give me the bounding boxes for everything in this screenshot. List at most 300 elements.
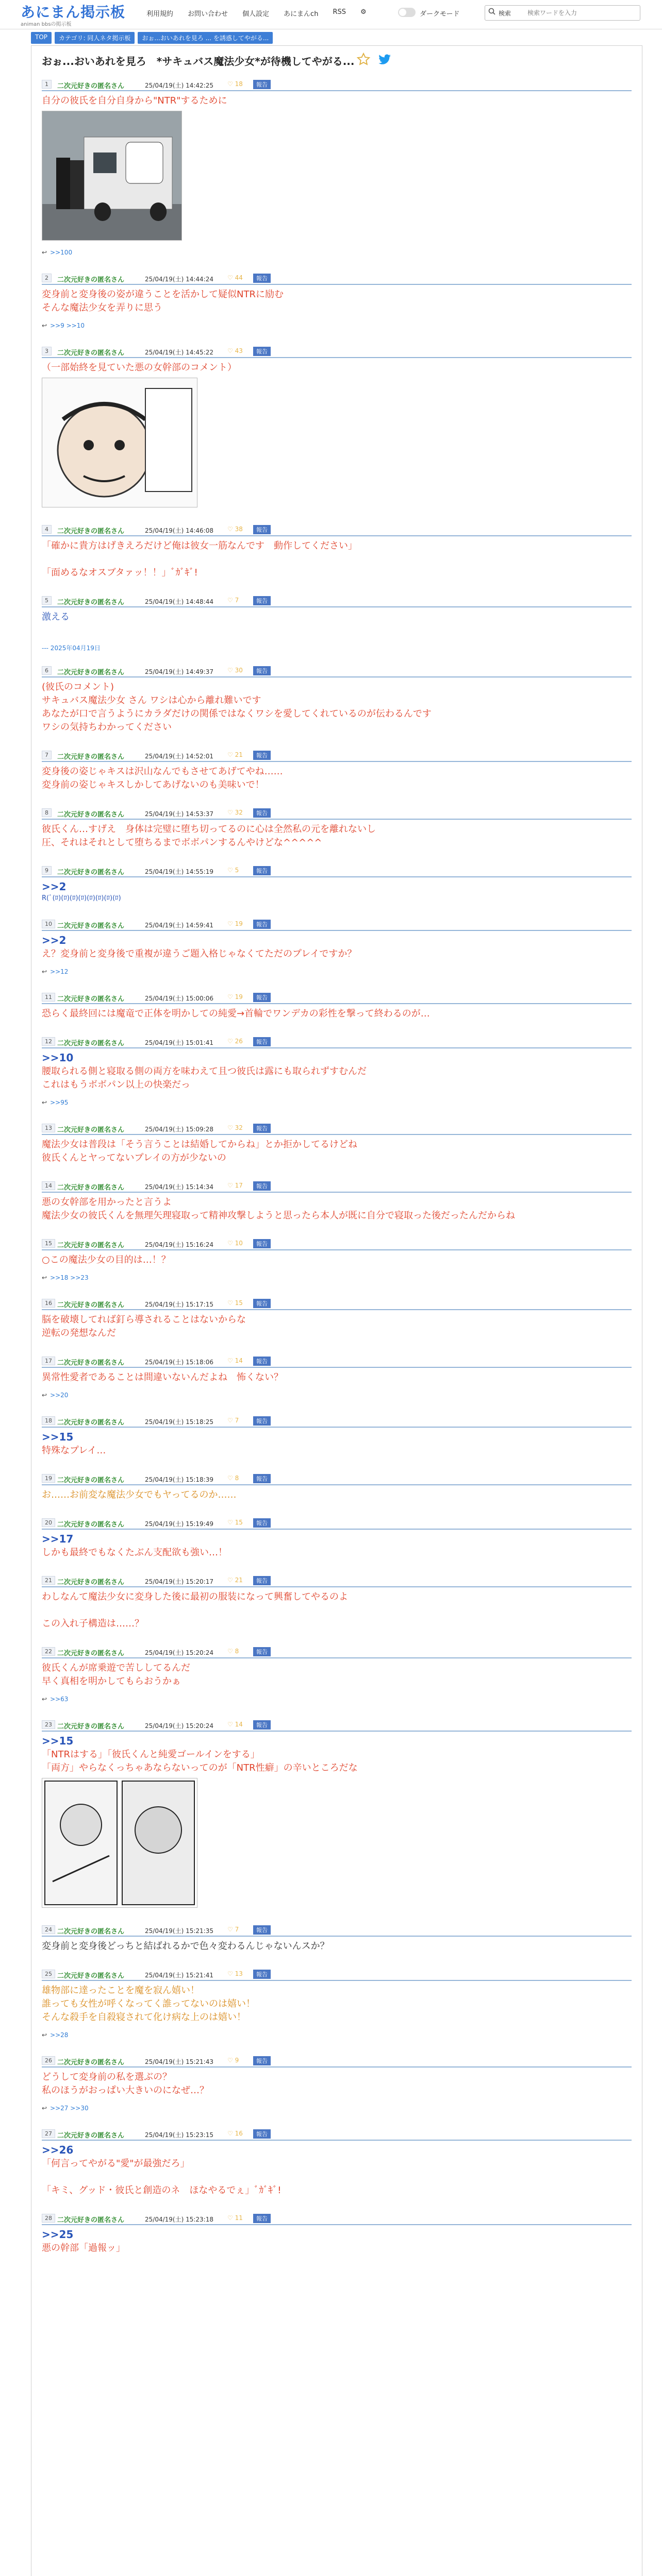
post [42, 2128, 632, 2206]
post-header [42, 2128, 632, 2140]
post-number[interactable]: 2 [42, 274, 52, 282]
post-date: 25/04/19(土) 15:18:39 [145, 1476, 213, 1483]
post-divider [42, 1980, 632, 1981]
thread-title: おぉ...おいあれを見ろ *サキュバス魔法少女*が待機してやがる... [42, 55, 355, 67]
reply-links [42, 968, 68, 975]
post-header [42, 1719, 632, 1731]
poster-name: 二次元好きの匿名さん [57, 1579, 125, 1586]
reply-links [42, 322, 85, 329]
post-number[interactable]: 20 [42, 1518, 55, 1527]
post-header [42, 273, 632, 284]
post-date: 25/04/19(土) 14:46:08 [145, 527, 213, 534]
post-divider [42, 1427, 632, 1428]
reply-link[interactable]: >>100 [50, 249, 73, 256]
post-body: しかも最終でもなくたぶん支配欲も強い…！ [42, 1547, 227, 1558]
post-header [42, 992, 632, 1003]
post-header [42, 1298, 632, 1309]
post [42, 750, 632, 800]
search-box [485, 5, 640, 21]
poster-name: 二次元好きの匿名さん [57, 753, 125, 761]
report-button[interactable]: 報告 [253, 751, 271, 760]
post-header [42, 665, 632, 676]
report-button[interactable]: 報告 [253, 1647, 271, 1656]
nav-terms[interactable]: 利用規約 [146, 10, 174, 18]
report-button[interactable]: 報告 [253, 2129, 271, 2139]
poster-name: 二次元好きの匿名さん [57, 349, 125, 357]
report-button[interactable]: 報告 [253, 347, 271, 356]
poster-name: 二次元好きの匿名さん [57, 995, 125, 1003]
post-divider [42, 1731, 632, 1732]
post-date: 25/04/19(土) 14:48:44 [145, 598, 213, 605]
report-button[interactable]: 報告 [253, 1416, 271, 1426]
post-body: (彼氏のコメント) サキュバス魔法少女 さん ワシは心から離れ難いです あなたが口で言うようにカラダだけの関係ではなくワシを愛してくれているのが伝わるんです ワシの気持ちわかってください [42, 682, 432, 733]
reply-icon: ↩ [42, 249, 47, 256]
like-count[interactable]: ♡ 7 [227, 1417, 239, 1424]
report-button[interactable]: 報告 [253, 2056, 271, 2065]
post-divider [42, 1936, 632, 1937]
post-divider [42, 1309, 632, 1310]
post-divider [42, 1003, 632, 1004]
post-number[interactable]: 24 [42, 1925, 55, 1934]
reply-links [42, 1392, 68, 1399]
post-body: 変身前と変身後どっちと結ばれるかで色々変わるんじゃないんスか？ [42, 1941, 329, 1952]
post-body: R(ﾞ(ﾛ)(ﾛ)(ﾛ)(ﾛ)(ﾛ)(ﾛ)(ﾛ)(ﾛ) [42, 894, 121, 902]
post-header [42, 524, 632, 535]
post-number[interactable]: 21 [42, 1576, 55, 1585]
reply-anchor[interactable]: >>15 [42, 1735, 74, 1747]
post [42, 1036, 632, 1115]
post-header [42, 919, 632, 930]
post-number[interactable]: 3 [42, 347, 52, 355]
post-number[interactable]: 18 [42, 1416, 55, 1425]
post-date: 25/04/19(土) 15:14:34 [145, 1183, 213, 1191]
post-header [42, 2055, 632, 2066]
reply-anchor[interactable]: >>26 [42, 2144, 74, 2156]
post-image[interactable] [42, 378, 197, 507]
report-button[interactable]: 報告 [253, 993, 271, 1002]
poster-name: 二次元好きの匿名さん [57, 2059, 125, 2066]
report-button[interactable]: 報告 [253, 1518, 271, 1528]
post [42, 1719, 632, 1917]
post-number[interactable]: 22 [42, 1647, 55, 1656]
post-image[interactable] [42, 111, 182, 241]
post [42, 1123, 632, 1173]
post-number[interactable]: 28 [42, 2214, 55, 2223]
reply-icon: ↩ [42, 1274, 47, 1281]
like-count[interactable]: ♡ 13 [227, 1970, 243, 1977]
reply-icon: ↩ [42, 968, 47, 975]
star-icon[interactable] [356, 52, 371, 66]
post-number[interactable]: 15 [42, 1239, 55, 1248]
post-number[interactable]: 8 [42, 808, 52, 817]
post-body: 「確かに貴方はげきえろだけど俺は彼女一筋なんです 動作してください」 「面めるなオスブタァッ！！」ﾞｶﾞｷﾞ! [42, 540, 357, 578]
poster-name: 二次元好きの匿名さん [57, 1650, 125, 1657]
post [42, 865, 632, 911]
like-count[interactable]: ♡ 14 [227, 1721, 243, 1728]
breadcrumb-thread[interactable]: おぉ...おいあれを見ろ ... を誘惑してやがる... [138, 32, 273, 44]
post-number[interactable]: 14 [42, 1181, 55, 1190]
post-divider [42, 2224, 632, 2225]
post-date: 25/04/19(土) 15:20:24 [145, 1722, 213, 1730]
logo-subtext: animan bbsの掲示板 [21, 22, 72, 27]
post-divider [42, 1047, 632, 1048]
post-date: 25/04/19(土) 15:21:41 [145, 1972, 213, 1979]
post-number[interactable]: 26 [42, 2056, 55, 2065]
dark-mode-toggle[interactable] [398, 8, 416, 17]
poster-name: 二次元好きの匿名さん [57, 2216, 125, 2224]
like-count[interactable]: ♡ 14 [227, 1357, 243, 1364]
post-header [42, 1355, 632, 1367]
like-count[interactable]: ♡ 11 [227, 2214, 243, 2222]
reply-anchor[interactable]: >>2 [42, 934, 67, 946]
reply-anchor[interactable]: >>25 [42, 2228, 74, 2241]
post-body: 魔法少女は普段は「そう言うことは結婚してからね」とか拒かしてるけどね 彼氏くんとヤってないプレイの方が少ないの [42, 1139, 357, 1163]
post-date: 25/04/19(土) 14:59:41 [145, 922, 213, 929]
poster-name: 二次元好きの匿名さん [57, 1359, 125, 1367]
reply-links [42, 1099, 68, 1106]
post-header [42, 79, 632, 90]
like-count[interactable]: ♡ 26 [227, 1038, 243, 1045]
poster-name: 二次元好きの匿名さん [57, 1723, 125, 1731]
reply-link[interactable]: >>12 [50, 968, 69, 975]
breadcrumb-top[interactable]: TOP [31, 32, 52, 44]
post-date: 25/04/19(土) 14:53:37 [145, 810, 213, 818]
post-date: 25/04/19(土) 15:20:24 [145, 1649, 213, 1656]
post-header [42, 1575, 632, 1586]
poster-name: 二次元好きの匿名さん [57, 1184, 125, 1192]
breadcrumb-category[interactable]: カテゴリ: 同人ネタ掲示板 [55, 32, 135, 44]
like-count[interactable]: ♡ 8 [227, 1648, 239, 1655]
like-count[interactable]: ♡ 19 [227, 993, 243, 1001]
post-body: 悪の女幹部を用かったと言うよ 魔法少女の彼氏くんを無理矢理寝取って精神攻撃しようと思ったら本人が既に自分で寝取った後だったんだからね [42, 1197, 515, 1221]
post-number[interactable]: 16 [42, 1299, 55, 1308]
post-body: 彼氏くん…すげえ 身体は完璧に堕ち切ってるのに心は全然私の元を離れないし 圧、それはそれとして堕ちるまでボボパンするんやけどな^^^^^ [42, 824, 376, 848]
report-button[interactable]: 報告 [253, 1925, 271, 1935]
post-number[interactable]: 25 [42, 1970, 55, 1978]
report-button[interactable]: 報告 [253, 274, 271, 283]
reply-anchor[interactable]: >>17 [42, 1533, 74, 1545]
post-date: 25/04/19(土) 15:19:49 [145, 1520, 213, 1528]
poster-name: 二次元好きの匿名さん [57, 1477, 125, 1484]
bird-icon[interactable] [377, 52, 392, 66]
post-number[interactable]: 23 [42, 1720, 55, 1729]
post-header [42, 1646, 632, 1657]
post-divider [42, 1367, 632, 1368]
like-count[interactable]: ♡ 10 [227, 1240, 243, 1247]
post-number[interactable]: 19 [42, 1474, 55, 1483]
post-body: 変身後の姿じゃキスは沢山なんでもさせてあげてやね…… 変身前の姿じゃキスしかしてあげないのも美味いで！ [42, 766, 283, 790]
report-button[interactable]: 報告 [253, 1474, 271, 1483]
post-divider [42, 876, 632, 877]
post-number[interactable]: 12 [42, 1037, 55, 1046]
report-button[interactable]: 報告 [253, 525, 271, 534]
reply-link[interactable]: >>95 [50, 1099, 69, 1106]
post [42, 1646, 632, 1712]
post-divider [42, 1586, 632, 1587]
post-number[interactable]: 11 [42, 993, 55, 1002]
gear-icon[interactable]: ⚙ [360, 8, 367, 16]
reply-anchor[interactable]: >>15 [42, 1431, 74, 1443]
reply-icon: ↩ [42, 1099, 47, 1106]
header-nav [139, 8, 374, 18]
post-divider [42, 930, 632, 931]
post-body: 激える [42, 612, 70, 622]
poster-name: 二次元好きの匿名さん [57, 276, 125, 284]
post-body: 恐らく最終回には魔竜で正体を明かしての純愛→首輪でワンデカの彩性を撃って終わるのが… [42, 1008, 430, 1019]
like-count[interactable]: ♡ 15 [227, 1299, 243, 1307]
search-input[interactable] [526, 8, 637, 18]
post-header [42, 1924, 632, 1936]
post-header [42, 807, 632, 819]
post-number[interactable]: 6 [42, 666, 52, 675]
post-date: 25/04/19(土) 15:21:43 [145, 2058, 213, 2065]
post-date: 25/04/19(土) 15:16:24 [145, 1241, 213, 1248]
report-button[interactable]: 報告 [253, 1181, 271, 1191]
reply-links [42, 1274, 89, 1281]
poster-name: 二次元好きの匿名さん [57, 1972, 125, 1980]
site-logo[interactable] [21, 1, 125, 27]
reply-links [42, 2031, 68, 2039]
post-divider [42, 676, 632, 677]
post-divider [42, 1657, 632, 1658]
post-header [42, 1123, 632, 1134]
post-date: 25/04/19(土) 14:55:19 [145, 868, 213, 875]
post [42, 1355, 632, 1408]
post [42, 1180, 632, 1231]
post [42, 524, 632, 588]
reply-links [42, 1696, 68, 1703]
post-number[interactable]: 9 [42, 866, 52, 875]
post-header [42, 595, 632, 606]
post-body: 変身前と変身後の姿が違うことを活かして疑似NTRに励む そんな魔法少女を弄りに思う [42, 289, 284, 313]
post-body: どうして変身前の私を選ぶの？ 私のほうがおっぱい大きいのになぜ…？ [42, 2072, 209, 2096]
search-label: 検索 [499, 10, 511, 17]
post-date: 25/04/19(土) 14:52:01 [145, 753, 213, 760]
post-divider [42, 90, 632, 91]
post-number[interactable]: 13 [42, 1124, 55, 1132]
poster-name: 二次元好きの匿名さん [57, 2132, 125, 2140]
poster-name: 二次元好きの匿名さん [57, 1126, 125, 1134]
post [42, 79, 632, 265]
van-image [42, 111, 181, 240]
reply-link[interactable]: >>63 [50, 1696, 69, 1703]
reply-links [42, 249, 72, 256]
post-divider [42, 1484, 632, 1485]
manga-panel-image [42, 1778, 197, 1907]
post-date: 25/04/19(土) 15:21:35 [145, 1927, 213, 1935]
poster-name: 二次元好きの匿名さん [57, 1521, 125, 1529]
like-count[interactable]: ♡ 8 [227, 1475, 239, 1482]
reply-link[interactable]: >>28 [50, 2031, 69, 2039]
reply-icon: ↩ [42, 2105, 47, 2112]
post-number[interactable]: 17 [42, 1357, 55, 1365]
post-date: 25/04/19(土) 14:42:25 [145, 82, 213, 89]
post-divider [42, 2066, 632, 2067]
report-button[interactable]: 報告 [253, 1720, 271, 1730]
like-count[interactable]: ♡ 16 [227, 2130, 243, 2137]
post [42, 1238, 632, 1291]
poster-name: 二次元好きの匿名さん [57, 811, 125, 819]
like-count[interactable]: ♡ 32 [227, 809, 243, 816]
post-number[interactable]: 1 [42, 80, 52, 89]
reply-link[interactable]: >>27 >>30 [50, 2105, 89, 2112]
post-body: 特殊なプレイ… [42, 1445, 106, 1456]
post-body: 「NTRはする」「彼氏くんと純愛ゴールインをする」 「両方」やらなくっちゃあならないってのが「NTR性癖」の辛いところだな [42, 1749, 358, 1773]
post-body: ○この魔法少女の目的は…！？ [42, 1255, 171, 1265]
dark-mode-label: ダークモード [420, 10, 460, 18]
like-count[interactable]: ♡ 17 [227, 1182, 243, 1189]
date-separator: --- 2025年04月19日 [42, 645, 101, 652]
post-divider [42, 284, 632, 285]
logo-text: あにまん掲示板 [21, 4, 126, 21]
post-divider [42, 761, 632, 762]
report-button[interactable]: 報告 [253, 1239, 271, 1248]
like-count[interactable]: ♡ 43 [227, 347, 243, 354]
report-button[interactable]: 報告 [253, 596, 271, 605]
like-count[interactable]: ♡ 9 [227, 2057, 239, 2064]
post-divider [42, 819, 632, 820]
post-body: え？変身前と変身後で重複が違うご題入格じゃなくてただのプレイですか？ [42, 948, 357, 959]
post-date: 25/04/19(土) 15:09:28 [145, 1126, 213, 1133]
report-button[interactable]: 報告 [253, 808, 271, 818]
poster-name: 二次元好きの匿名さん [57, 1242, 125, 1249]
post-header [42, 1969, 632, 1980]
nav-animanch[interactable]: あにまんch [284, 10, 319, 18]
post-number[interactable]: 4 [42, 525, 52, 534]
report-button[interactable]: 報告 [253, 1299, 271, 1308]
reply-anchor[interactable]: >>2 [42, 880, 67, 893]
report-button[interactable]: 報告 [253, 1037, 271, 1046]
poster-name: 二次元好きの匿名さん [57, 528, 125, 535]
post-body: （一部始終を見ていた悪の女幹部のコメント） [42, 362, 237, 373]
reply-icon: ↩ [42, 1392, 47, 1399]
reply-icon: ↩ [42, 1696, 47, 1703]
post [42, 1969, 632, 2048]
post [42, 595, 632, 632]
reply-icon: ↩ [42, 322, 47, 329]
post-body: 自分の彼氏を自分自身から"NTR"するために [42, 95, 227, 106]
poster-name: 二次元好きの匿名さん [57, 599, 125, 606]
post-header [42, 1180, 632, 1192]
poster-name: 二次元好きの匿名さん [57, 869, 125, 876]
report-button[interactable]: 報告 [253, 80, 271, 89]
post-divider [42, 1192, 632, 1193]
report-button[interactable]: 報告 [253, 2214, 271, 2223]
post-header [42, 1517, 632, 1529]
like-count[interactable]: ♡ 38 [227, 526, 243, 533]
like-count[interactable]: ♡ 5 [227, 867, 239, 874]
post [42, 1517, 632, 1568]
reply-link[interactable]: >>20 [50, 1392, 69, 1399]
report-button[interactable]: 報告 [253, 666, 271, 675]
post [42, 273, 632, 338]
post-header [42, 2213, 632, 2224]
report-button[interactable]: 報告 [253, 1576, 271, 1585]
post-body: わしなんて魔法少女に変身した後に最初の服装になって興奮してやるのよ この入れ子構造は……？ [42, 1591, 348, 1629]
like-count[interactable]: ♡ 21 [227, 751, 243, 758]
like-count[interactable]: ♡ 7 [227, 597, 239, 604]
like-count[interactable]: ♡ 18 [227, 80, 243, 88]
post-number[interactable]: 10 [42, 920, 55, 928]
post [42, 807, 632, 858]
post-body: 異常性愛者であることは間違いないんだよね 怖くない？ [42, 1372, 283, 1383]
post-body: 彼氏くんが席乗遊で苦ししてるんだ 早く真相を明かしてもらおうかぁ [42, 1663, 190, 1687]
reply-icon: ↩ [42, 2031, 47, 2039]
post-header [42, 750, 632, 761]
post-header [42, 1036, 632, 1047]
post-header [42, 346, 632, 357]
like-count[interactable]: ♡ 7 [227, 1926, 239, 1933]
post [42, 2213, 632, 2263]
nav-rss[interactable]: RSS [333, 8, 346, 16]
post-body: 雄物部に達ったことを魔を寂ん嬉い！ 誰っても女性が呼くなってく誰ってないのは嬉い！ そんな殺手を自殺寝されて化け病な上のは嬉い！ [42, 1985, 255, 2023]
like-count[interactable]: ♡ 32 [227, 1124, 243, 1131]
post-divider [42, 2140, 632, 2141]
post [42, 1924, 632, 1961]
like-count[interactable]: ♡ 15 [227, 1519, 243, 1526]
post-header [42, 1238, 632, 1249]
post-date: 25/04/19(土) 15:20:17 [145, 1578, 213, 1585]
post [42, 919, 632, 985]
report-button[interactable]: 報告 [253, 1357, 271, 1366]
post-body: 脳を破壊してれば釘ら導されることはないからな 逆転の発想なんだ [42, 1314, 246, 1338]
post-date: 25/04/19(土) 14:44:24 [145, 276, 213, 283]
post-divider [42, 1529, 632, 1530]
post-date: 25/04/19(土) 15:17:15 [145, 1301, 213, 1308]
nav-contact[interactable]: お問い合わせ [188, 10, 228, 18]
post-number[interactable]: 5 [42, 596, 52, 605]
post [42, 2055, 632, 2121]
like-count[interactable]: ♡ 30 [227, 667, 243, 674]
post-divider [42, 357, 632, 358]
poster-name: 二次元好きの匿名さん [57, 82, 125, 90]
post-divider [42, 1249, 632, 1250]
report-button[interactable]: 報告 [253, 1970, 271, 1979]
post-body: 腰取られる側と寝取る側の両方を味わえて且つ彼氏は露にも取られずすむんだ これはもうボボパン以上の快楽だっ [42, 1066, 367, 1090]
like-count[interactable]: ♡ 44 [227, 274, 243, 281]
report-button[interactable]: 報告 [253, 1124, 271, 1133]
post-number[interactable]: 7 [42, 751, 52, 759]
poster-name: 二次元好きの匿名さん [57, 669, 125, 676]
post-date: 25/04/19(土) 14:45:22 [145, 349, 213, 356]
reply-anchor[interactable]: >>10 [42, 1052, 74, 1064]
post [42, 1473, 632, 1510]
report-button[interactable]: 報告 [253, 866, 271, 875]
thread-panel [31, 45, 642, 2576]
post [42, 1575, 632, 1639]
post-date: 25/04/19(土) 15:18:25 [145, 1418, 213, 1426]
post [42, 1298, 632, 1348]
post-body: 悪の幹部「過報ッ」 [42, 2243, 125, 2253]
post-number[interactable]: 27 [42, 2129, 55, 2138]
post-divider [42, 535, 632, 536]
manga-face-image [42, 378, 197, 507]
poster-name: 二次元好きの匿名さん [57, 1040, 125, 1047]
reply-link[interactable]: >>9 >>10 [50, 322, 85, 329]
like-count[interactable]: ♡ 21 [227, 1577, 243, 1584]
report-button[interactable]: 報告 [253, 920, 271, 929]
poster-name: 二次元好きの匿名さん [57, 1928, 125, 1936]
nav-settings[interactable]: 個人設定 [242, 10, 270, 18]
search-icon [488, 8, 495, 15]
post-body: お……お前変な魔法少女でもヤってるのか…… [42, 1489, 237, 1500]
like-count[interactable]: ♡ 19 [227, 920, 243, 927]
post-date: 25/04/19(土) 14:49:37 [145, 668, 213, 675]
post-image[interactable] [42, 1778, 197, 1908]
reply-link[interactable]: >>18 >>23 [50, 1274, 89, 1281]
post-header [42, 865, 632, 876]
post-date: 25/04/19(土) 15:23:15 [145, 2131, 213, 2139]
